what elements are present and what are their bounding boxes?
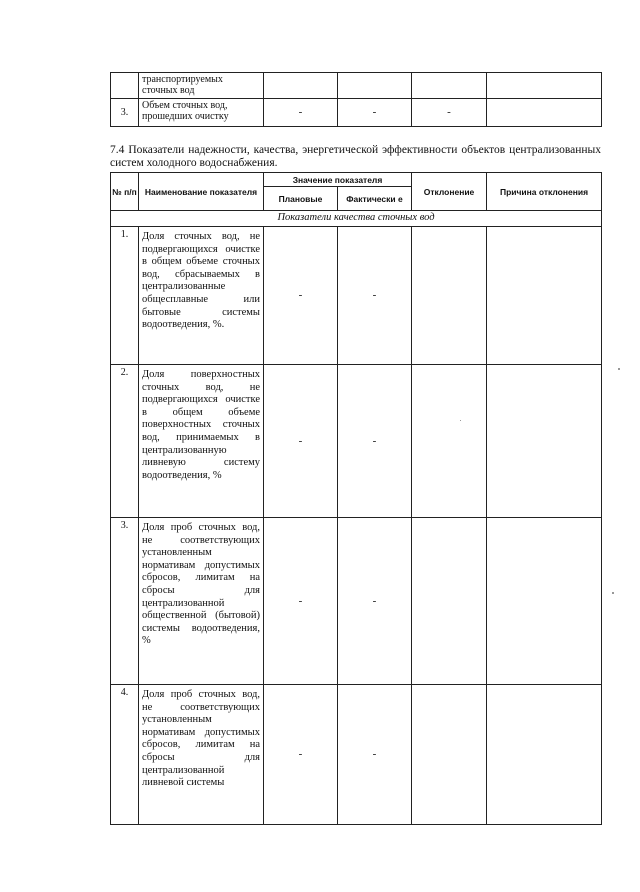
table-row (111, 518, 602, 685)
actual-value: - (338, 99, 412, 127)
table-row (111, 73, 602, 99)
scan-speck (612, 592, 614, 594)
row-number: 4. (111, 685, 139, 825)
indicator-name: Доля проб сточных вод, не соответствующих установленным нормативам допустимых сбросов, лимитам на сбросы для централизованной общественной (бытовой) системы водоотведения, % (139, 518, 264, 685)
indicator-name: Доля проб сточных вод, не соответствующих установленным нормативам допустимых сбросов, лимитам на сбросы для централизованной ливневой системы (139, 685, 264, 825)
header-number: № п/п (111, 173, 139, 211)
continuation-table (110, 72, 602, 127)
planned-value: - (264, 99, 338, 127)
row-number: 3. (111, 99, 139, 127)
actual-value: - (338, 518, 412, 685)
deviation-value (412, 365, 487, 518)
reason-value (487, 518, 602, 685)
row-number: 3. (111, 518, 139, 685)
table-row (111, 227, 602, 365)
reason-value (487, 73, 602, 99)
header-actual: Фактически е (338, 187, 412, 211)
deviation-value (412, 73, 487, 99)
reason-value (487, 685, 602, 825)
row-number: 1. (111, 227, 139, 365)
planned-value: - (264, 365, 338, 518)
row-number: 2. (111, 365, 139, 518)
indicator-name: Объем сточных вод, прошедших очистку (139, 99, 264, 127)
deviation-value: - (412, 99, 487, 127)
indicator-name: Доля поверхностных сточных вод, не подвергающихся очистке в общем объеме поверхностных сточных вод, принимаемых в централизованную ливневую систему водоотведения, % (139, 365, 264, 518)
header-name: Наименование показателя (139, 173, 264, 211)
header-row (111, 173, 602, 187)
indicator-name: транспортируемых сточных вод (139, 73, 264, 99)
section-heading: 7.4 Показатели надежности, качества, энергетической эффективности объектов централизованных систем холодного водоснабжения. (110, 144, 601, 169)
deviation-value (412, 518, 487, 685)
deviation-value (412, 227, 487, 365)
scan-speck (618, 368, 620, 370)
actual-value: - (338, 227, 412, 365)
header-value-group: Значение показателя (264, 173, 412, 187)
table-row (111, 99, 602, 127)
header-deviation: Отклонение (412, 173, 487, 211)
actual-value: - (338, 685, 412, 825)
planned-value: - (264, 518, 338, 685)
indicator-name: Доля сточных вод, не подвергающихся очистке в общем объеме сточных вод, сбрасываемых в централизованные общесплавные или бытовые системы водоотведения, %. (139, 227, 264, 365)
table-row (111, 365, 602, 518)
header-planned: Плановые (264, 187, 338, 211)
scan-speck (460, 420, 461, 421)
actual-value: - (338, 365, 412, 518)
reason-value (487, 227, 602, 365)
reason-value (487, 99, 602, 127)
planned-value (264, 73, 338, 99)
planned-value: - (264, 227, 338, 365)
actual-value (338, 73, 412, 99)
row-number (111, 73, 139, 99)
indicators-table (110, 172, 602, 825)
table-row (111, 685, 602, 825)
planned-value: - (264, 685, 338, 825)
section-title: Показатели качества сточных вод (111, 211, 602, 227)
section-row (111, 211, 602, 227)
deviation-value (412, 685, 487, 825)
reason-value (487, 365, 602, 518)
header-reason: Причина отклонения (487, 173, 602, 211)
